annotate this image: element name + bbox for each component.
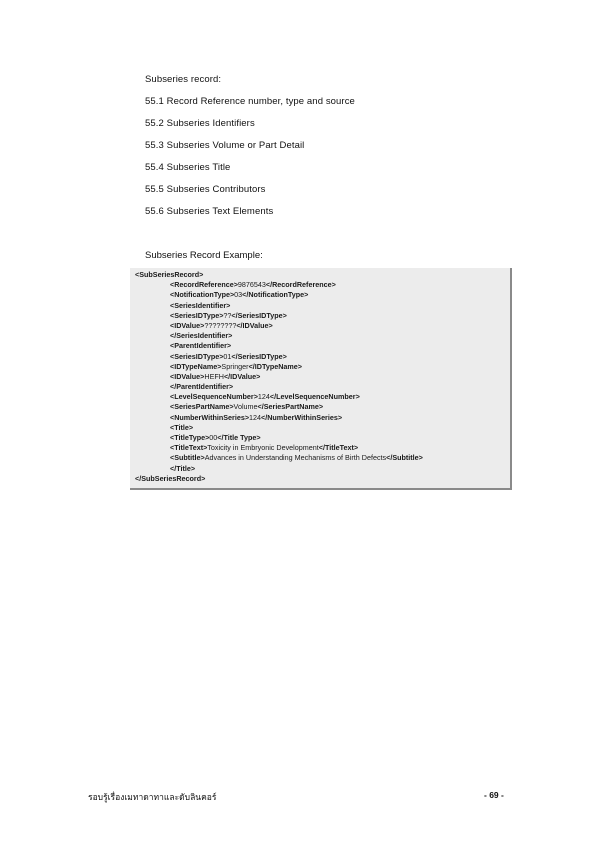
code-line	[135, 331, 510, 341]
code-line	[135, 392, 510, 402]
xml-tag: </LevelSequenceNumber>	[269, 392, 360, 402]
section-title: Subseries record:	[145, 74, 222, 85]
xml-tag: <IDValue>	[170, 320, 205, 330]
list-item: 55.4 Subseries Title	[145, 162, 231, 173]
xml-tag: </IDValue>	[236, 320, 273, 330]
xml-tag: <NotificationType>	[170, 290, 235, 300]
xml-tag: </SeriesIDType>	[231, 310, 287, 320]
xml-tag: <LevelSequenceNumber>	[170, 392, 258, 402]
xml-value: 124	[257, 392, 270, 402]
code-line	[135, 433, 510, 443]
code-line	[135, 341, 510, 351]
list-item: 55.5 Subseries Contributors	[145, 184, 266, 195]
xml-value: Advances in Understanding Mechanisms of Birth Defects	[204, 453, 387, 463]
xml-tag: </NotificationType>	[242, 290, 309, 300]
list-item: 55.3 Subseries Volume or Part Detail	[145, 140, 305, 151]
xml-tag: </SeriesIdentifier>	[170, 331, 233, 341]
xml-tag: </NumberWithinSeries>	[261, 412, 343, 422]
xml-tag: </TitleText>	[318, 443, 359, 453]
xml-tag: </IDTypeName>	[248, 361, 302, 371]
page-number: - 69 -	[484, 790, 504, 800]
example-title: Subseries Record Example:	[145, 250, 263, 261]
xml-tag: </SubSeriesRecord>	[135, 473, 206, 483]
list-item: 55.1 Record Reference number, type and source	[145, 96, 355, 107]
code-line	[135, 453, 510, 463]
xml-tag: </Title>	[170, 463, 196, 473]
code-line	[135, 362, 510, 372]
xml-tag: </SeriesIDType>	[231, 351, 287, 361]
code-line	[135, 464, 510, 474]
xml-tag: <SeriesIDType>	[170, 351, 224, 361]
xml-tag: <IDTypeName>	[170, 361, 222, 371]
code-line	[135, 423, 510, 433]
xml-tag: <SubSeriesRecord>	[135, 270, 204, 279]
list-item: 55.2 Subseries Identifiers	[145, 118, 255, 129]
xml-tag: <NumberWithinSeries>	[170, 412, 250, 422]
code-line	[135, 301, 510, 311]
code-line	[135, 443, 510, 453]
code-line	[135, 280, 510, 290]
code-line	[135, 402, 510, 412]
xml-tag: <SeriesIDType>	[170, 310, 224, 320]
xml-code-block	[130, 268, 512, 490]
subseries-section	[145, 73, 545, 227]
xml-value: 01	[223, 351, 232, 361]
code-line	[135, 290, 510, 300]
xml-tag: </Subtitle>	[386, 453, 423, 463]
xml-tag: <TitleType>	[170, 433, 210, 442]
xml-tag: </IDValue>	[223, 371, 261, 381]
xml-value: Volume	[233, 402, 258, 412]
xml-value: ????????	[204, 320, 237, 330]
xml-value: Toxicity in Embryonic Development	[207, 443, 319, 453]
xml-tag: <RecordReference>	[170, 280, 238, 290]
code-line	[135, 413, 510, 423]
xml-tag: <TitleText>	[170, 443, 208, 453]
xml-value: HEFH	[204, 371, 224, 381]
xml-tag: <SeriesPartName>	[170, 402, 234, 412]
xml-tag: </Title Type>	[217, 433, 261, 442]
code-line	[135, 372, 510, 382]
xml-value: 124	[249, 412, 262, 422]
xml-tag: <SeriesIdentifier>	[170, 300, 231, 310]
code-line	[135, 311, 510, 321]
xml-value: 9876543	[237, 280, 266, 290]
xml-value: ??	[223, 310, 232, 320]
xml-tag: </ParentIdentifier>	[170, 382, 234, 392]
xml-tag: <ParentIdentifier>	[170, 341, 232, 351]
xml-tag: <Title>	[170, 422, 194, 432]
code-line	[135, 352, 510, 362]
xml-value: 00	[209, 433, 218, 442]
xml-tag: </RecordReference>	[265, 280, 336, 290]
xml-tag: </SeriesPartName>	[257, 402, 324, 412]
list-item: 55.6 Subseries Text Elements	[145, 206, 274, 217]
xml-tag: <Subtitle>	[170, 453, 205, 463]
code-line	[135, 321, 510, 331]
code-line	[135, 382, 510, 392]
xml-value: 03	[234, 290, 243, 300]
xml-value: Springer	[221, 361, 249, 371]
code-line	[135, 270, 510, 280]
footer-title: รอบรู้เรื่องเมทาดาทาและดับลินคอร์	[88, 793, 217, 803]
code-line	[135, 474, 510, 484]
xml-tag: <IDValue>	[170, 371, 205, 381]
